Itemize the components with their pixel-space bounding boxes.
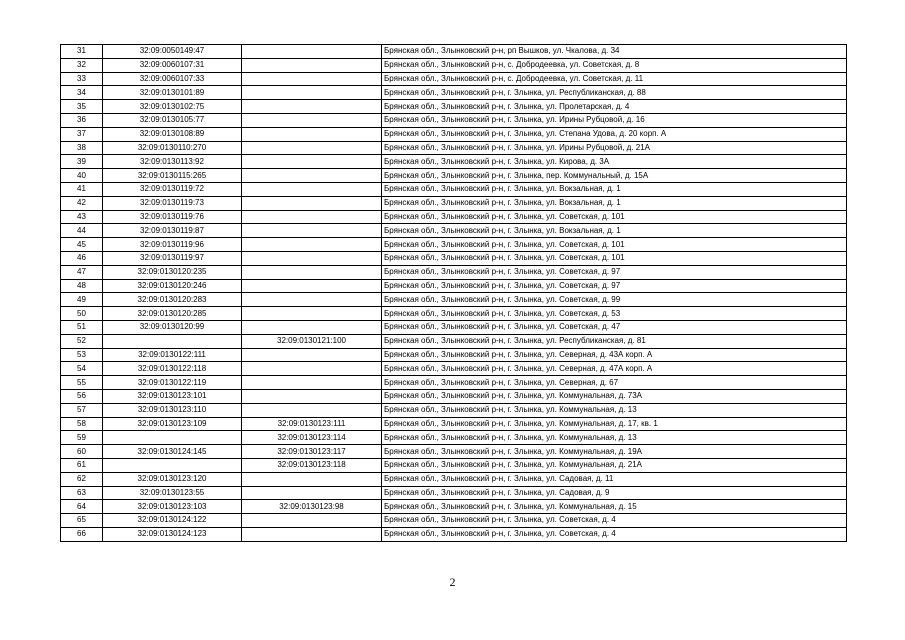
table-row [61, 445, 847, 459]
address-cell: Брянская обл., Злынковский р-н, г. Злынка, ул. Коммунальная, д. 21А [382, 458, 847, 472]
cadastral-number-cell: 32:09:0130124:123 [103, 527, 242, 541]
cadastral-number-cell: 32:09:0130101:89 [103, 86, 242, 100]
cadastral-number-cell: 32:09:0130113:92 [103, 155, 242, 169]
row-number-cell: 57 [61, 403, 103, 417]
related-cadastral-number-cell [242, 169, 382, 183]
address-cell: Брянская обл., Злынковский р-н, г. Злынка, ул. Советская, д. 101 [382, 210, 847, 224]
table-row [61, 265, 847, 279]
cadastral-number-cell: 32:09:0130120:235 [103, 265, 242, 279]
related-cadastral-number-cell [242, 403, 382, 417]
related-cadastral-number-cell [242, 86, 382, 100]
table-row [61, 500, 847, 514]
cadastral-number-cell: 32:09:0130123:110 [103, 403, 242, 417]
row-number-cell: 64 [61, 500, 103, 514]
address-cell: Брянская обл., Злынковский р-н, г. Злынка, ул. Коммунальная, д. 15 [382, 500, 847, 514]
cadastral-number-cell [103, 334, 242, 348]
related-cadastral-number-cell [242, 210, 382, 224]
row-number-cell: 46 [61, 251, 103, 265]
table-row [61, 458, 847, 472]
row-number-cell: 49 [61, 293, 103, 307]
related-cadastral-number-cell [242, 389, 382, 403]
cadastral-number-cell: 32:09:0130123:103 [103, 500, 242, 514]
row-number-cell: 51 [61, 320, 103, 334]
row-number-cell: 61 [61, 458, 103, 472]
row-number-cell: 50 [61, 307, 103, 321]
address-cell: Брянская обл., Злынковский р-н, г. Злынка, ул. Коммунальная, д. 13 [382, 403, 847, 417]
row-number-cell: 54 [61, 362, 103, 376]
table-row [61, 334, 847, 348]
row-number-cell: 47 [61, 265, 103, 279]
row-number-cell: 32 [61, 58, 103, 72]
address-cell: Брянская обл., Злынковский р-н, с. Добродеевка, ул. Советская, д. 11 [382, 72, 847, 86]
address-cell: Брянская обл., Злынковский р-н, г. Злынка, ул. Коммунальная, д. 19А [382, 445, 847, 459]
row-number-cell: 58 [61, 417, 103, 431]
cadastral-number-cell: 32:09:0050149:47 [103, 45, 242, 59]
row-number-cell: 38 [61, 141, 103, 155]
related-cadastral-number-cell [242, 58, 382, 72]
cadastral-number-cell: 32:09:0130108:89 [103, 127, 242, 141]
address-cell: Брянская обл., Злынковский р-н, г. Злынка, ул. Пролетарская, д. 4 [382, 100, 847, 114]
cadastral-number-cell: 32:09:0130119:72 [103, 182, 242, 196]
cadastral-number-cell: 32:09:0130119:87 [103, 224, 242, 238]
row-number-cell: 42 [61, 196, 103, 210]
table-row [61, 514, 847, 528]
cadastral-number-cell: 32:09:0130122:119 [103, 376, 242, 390]
cadastral-number-cell: 32:09:0130123:101 [103, 389, 242, 403]
row-number-cell: 34 [61, 86, 103, 100]
table-row [61, 72, 847, 86]
related-cadastral-number-cell: 32:09:0130123:117 [242, 445, 382, 459]
row-number-cell: 52 [61, 334, 103, 348]
address-cell: Брянская обл., Злынковский р-н, г. Злынка, ул. Коммунальная, д. 13 [382, 431, 847, 445]
row-number-cell: 63 [61, 486, 103, 500]
table-row [61, 100, 847, 114]
cadastral-number-cell: 32:09:0130119:76 [103, 210, 242, 224]
address-cell: Брянская обл., Злынковский р-н, г. Злынка, ул. Северная, д. 67 [382, 376, 847, 390]
table-row [61, 127, 847, 141]
address-cell: Брянская обл., Злынковский р-н, г. Злынка, ул. Республиканская, д. 88 [382, 86, 847, 100]
related-cadastral-number-cell [242, 45, 382, 59]
row-number-cell: 56 [61, 389, 103, 403]
table-row [61, 155, 847, 169]
row-number-cell: 45 [61, 238, 103, 252]
table-row [61, 210, 847, 224]
cadastral-number-cell: 32:09:0130120:246 [103, 279, 242, 293]
cadastral-number-cell: 32:09:0130123:109 [103, 417, 242, 431]
address-cell: Брянская обл., Злынковский р-н, г. Злынка, ул. Северная, д. 43А корп. А [382, 348, 847, 362]
related-cadastral-number-cell [242, 279, 382, 293]
address-cell: Брянская обл., Злынковский р-н, г. Злынка, ул. Республиканская, д. 81 [382, 334, 847, 348]
cadastral-number-cell: 32:09:0130124:145 [103, 445, 242, 459]
address-cell: Брянская обл., Злынковский р-н, г. Злынка, ул. Коммунальная, д. 73А [382, 389, 847, 403]
address-cell: Брянская обл., Злынковский р-н, г. Злынка, ул. Советская, д. 4 [382, 514, 847, 528]
related-cadastral-number-cell [242, 127, 382, 141]
address-cell: Брянская обл., Злынковский р-н, г. Злынка, ул. Ирины Рубцовой, д. 16 [382, 113, 847, 127]
address-cell: Брянская обл., Злынковский р-н, г. Злынка, ул. Ирины Рубцовой, д. 21А [382, 141, 847, 155]
table-row [61, 389, 847, 403]
cadastral-number-cell: 32:09:0130119:73 [103, 196, 242, 210]
related-cadastral-number-cell [242, 307, 382, 321]
related-cadastral-number-cell [242, 141, 382, 155]
page-number: 2 [449, 575, 456, 589]
related-cadastral-number-cell [242, 224, 382, 238]
table-row [61, 238, 847, 252]
related-cadastral-number-cell [242, 182, 382, 196]
row-number-cell: 65 [61, 514, 103, 528]
row-number-cell: 37 [61, 127, 103, 141]
address-cell: Брянская обл., Злынковский р-н, г. Злынка, ул. Степана Удова, д. 20 корп. А [382, 127, 847, 141]
cadastral-number-cell: 32:09:0130122:111 [103, 348, 242, 362]
table-row [61, 251, 847, 265]
address-cell: Брянская обл., Злынковский р-н, г. Злынка, ул. Советская, д. 101 [382, 251, 847, 265]
row-number-cell: 59 [61, 431, 103, 445]
cadastral-number-cell: 32:09:0060107:33 [103, 72, 242, 86]
table-row [61, 376, 847, 390]
row-number-cell: 35 [61, 100, 103, 114]
cadastral-number-cell: 32:09:0130122:118 [103, 362, 242, 376]
address-cell: Брянская обл., Злынковский р-н, с. Добродеевка, ул. Советская, д. 8 [382, 58, 847, 72]
cadastral-number-cell: 32:09:0060107:31 [103, 58, 242, 72]
related-cadastral-number-cell [242, 527, 382, 541]
related-cadastral-number-cell [242, 100, 382, 114]
related-cadastral-number-cell [242, 514, 382, 528]
address-cell: Брянская обл., Злынковский р-н, г. Злынка, ул. Советская, д. 4 [382, 527, 847, 541]
registry-table-body [61, 45, 847, 542]
address-cell: Брянская обл., Злынковский р-н, г. Злынка, ул. Садовая, д. 9 [382, 486, 847, 500]
cadastral-number-cell: 32:09:0130119:97 [103, 251, 242, 265]
table-row [61, 141, 847, 155]
related-cadastral-number-cell [242, 376, 382, 390]
address-cell: Брянская обл., Злынковский р-н, г. Злынка, ул. Садовая, д. 11 [382, 472, 847, 486]
related-cadastral-number-cell [242, 348, 382, 362]
cadastral-number-cell [103, 431, 242, 445]
related-cadastral-number-cell [242, 113, 382, 127]
related-cadastral-number-cell: 32:09:0130123:111 [242, 417, 382, 431]
address-cell: Брянская обл., Злынковский р-н, г. Злынка, ул. Советская, д. 99 [382, 293, 847, 307]
row-number-cell: 60 [61, 445, 103, 459]
cadastral-number-cell: 32:09:0130119:96 [103, 238, 242, 252]
cadastral-number-cell: 32:09:0130123:55 [103, 486, 242, 500]
row-number-cell: 31 [61, 45, 103, 59]
table-row [61, 58, 847, 72]
address-cell: Брянская обл., Злынковский р-н, г. Злынка, ул. Вокзальная, д. 1 [382, 196, 847, 210]
table-row [61, 293, 847, 307]
address-cell: Брянская обл., Злынковский р-н, г. Злынка, ул. Северная, д. 47А корп. А [382, 362, 847, 376]
table-row [61, 169, 847, 183]
address-cell: Брянская обл., Злынковский р-н, г. Злынка, ул. Советская, д. 47 [382, 320, 847, 334]
related-cadastral-number-cell [242, 486, 382, 500]
related-cadastral-number-cell [242, 293, 382, 307]
related-cadastral-number-cell [242, 155, 382, 169]
row-number-cell: 41 [61, 182, 103, 196]
table-row [61, 362, 847, 376]
table-row [61, 527, 847, 541]
row-number-cell: 40 [61, 169, 103, 183]
table-row [61, 196, 847, 210]
table-row [61, 431, 847, 445]
row-number-cell: 55 [61, 376, 103, 390]
table-row [61, 417, 847, 431]
row-number-cell: 33 [61, 72, 103, 86]
registry-table [60, 44, 847, 542]
row-number-cell: 66 [61, 527, 103, 541]
cadastral-number-cell: 32:09:0130120:99 [103, 320, 242, 334]
related-cadastral-number-cell [242, 362, 382, 376]
table-row [61, 472, 847, 486]
table-row [61, 486, 847, 500]
related-cadastral-number-cell [242, 251, 382, 265]
row-number-cell: 43 [61, 210, 103, 224]
cadastral-number-cell [103, 458, 242, 472]
table-row [61, 224, 847, 238]
table-row [61, 348, 847, 362]
table-row [61, 182, 847, 196]
table-row [61, 403, 847, 417]
address-cell: Брянская обл., Злынковский р-н, г. Злынка, ул. Советская, д. 101 [382, 238, 847, 252]
address-cell: Брянская обл., Злынковский р-н, г. Злынка, ул. Вокзальная, д. 1 [382, 182, 847, 196]
related-cadastral-number-cell: 32:09:0130123:114 [242, 431, 382, 445]
table-row [61, 86, 847, 100]
address-cell: Брянская обл., Злынковский р-н, г. Злынка, ул. Вокзальная, д. 1 [382, 224, 847, 238]
address-cell: Брянская обл., Злынковский р-н, г. Злынка, ул. Кирова, д. 3А [382, 155, 847, 169]
cadastral-number-cell: 32:09:0130124:122 [103, 514, 242, 528]
cadastral-number-cell: 32:09:0130102:75 [103, 100, 242, 114]
related-cadastral-number-cell: 32:09:0130123:98 [242, 500, 382, 514]
address-cell: Брянская обл., Злынковский р-н, г. Злынка, пер. Коммунальный, д. 15А [382, 169, 847, 183]
cadastral-number-cell: 32:09:0130105:77 [103, 113, 242, 127]
row-number-cell: 44 [61, 224, 103, 238]
row-number-cell: 36 [61, 113, 103, 127]
row-number-cell: 48 [61, 279, 103, 293]
cadastral-number-cell: 32:09:0130115:265 [103, 169, 242, 183]
table-row [61, 279, 847, 293]
row-number-cell: 62 [61, 472, 103, 486]
related-cadastral-number-cell [242, 196, 382, 210]
related-cadastral-number-cell [242, 320, 382, 334]
address-cell: Брянская обл., Злынковский р-н, г. Злынка, ул. Советская, д. 97 [382, 265, 847, 279]
related-cadastral-number-cell: 32:09:0130121:100 [242, 334, 382, 348]
related-cadastral-number-cell [242, 72, 382, 86]
row-number-cell: 39 [61, 155, 103, 169]
address-cell: Брянская обл., Злынковский р-н, г. Злынка, ул. Советская, д. 97 [382, 279, 847, 293]
cadastral-number-cell: 32:09:0130110:270 [103, 141, 242, 155]
cadastral-number-cell: 32:09:0130120:285 [103, 307, 242, 321]
cadastral-number-cell: 32:09:0130123:120 [103, 472, 242, 486]
related-cadastral-number-cell [242, 238, 382, 252]
related-cadastral-number-cell: 32:09:0130123:118 [242, 458, 382, 472]
address-cell: Брянская обл., Злынковский р-н, г. Злынка, ул. Советская, д. 53 [382, 307, 847, 321]
address-cell: Брянская обл., Злынковский р-н, г. Злынка, ул. Коммунальная, д. 17, кв. 1 [382, 417, 847, 431]
related-cadastral-number-cell [242, 265, 382, 279]
cadastral-number-cell: 32:09:0130120:283 [103, 293, 242, 307]
table-row [61, 45, 847, 59]
address-cell: Брянская обл., Злынковский р-н, рп Вышков, ул. Чкалова, д. 34 [382, 45, 847, 59]
row-number-cell: 53 [61, 348, 103, 362]
related-cadastral-number-cell [242, 472, 382, 486]
table-row [61, 307, 847, 321]
table-row [61, 320, 847, 334]
table-row [61, 113, 847, 127]
